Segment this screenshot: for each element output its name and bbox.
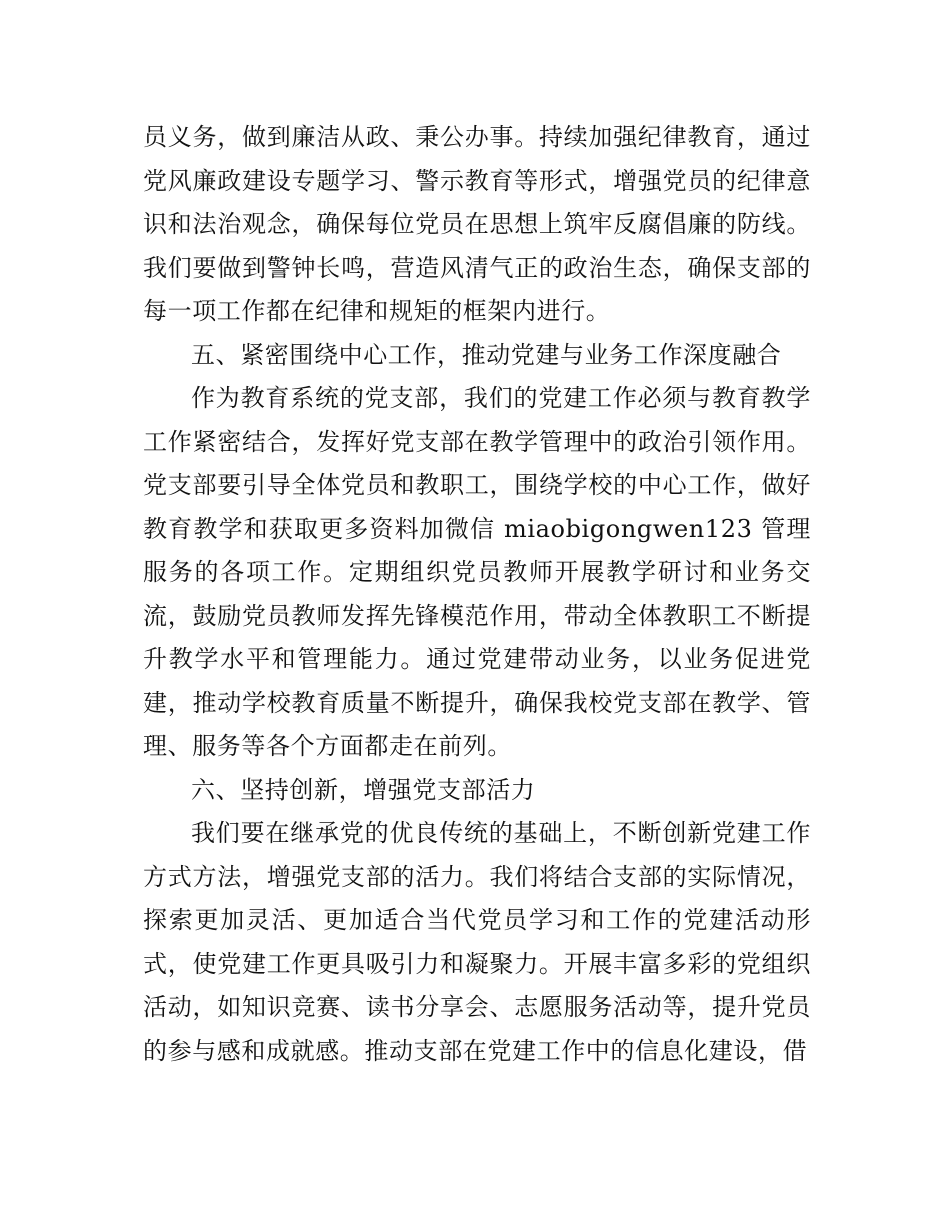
section-heading-6: 六、坚持创新，增强党支部活力 xyxy=(191,775,536,804)
paragraph-continuation: 员义务，做到廉洁从政、秉公办事。持续加强纪律教育，通过党风廉政建设专题学习、警示教育等形式，增强党员的纪律意识和法治观念，确保每位党员在思想上筑牢反腐倡廉的防线。我们要做到警钟长鸣，营造风清气正的政治生态，确保支部的每一项工作都在纪律和规矩的框架内进行。 xyxy=(143,123,811,325)
document-body xyxy=(143,116,811,1073)
section-heading-5: 五、紧密围绕中心工作，推动党建与业务工作深度融合 xyxy=(191,340,782,369)
paragraph-section-6: 我们要在继承党的优良传统的基础上，不断创新党建工作方式方法，增强党支部的活力。我们将结合支部的实际情况，探索更加灵活、更加适合当代党员学习和工作的党建活动形式，使党建工作更具吸引力和凝聚力。开展丰富多彩的党组织活动，如知识竞赛、读书分享会、志愿服务活动等，提升党员的参与感和成就感。推动支部在党建工作中的信息化建设，借 xyxy=(143,819,811,1065)
paragraph-section-5: 作为教育系统的党支部，我们的党建工作必须与教育教学工作紧密结合，发挥好党支部在教学管理中的政治引领作用。党支部要引导全体党员和教职工，围绕学校的中心工作，做好教育教学和获取更多资料加微信 miaobigongwen123 管理服务的各项工作。定期组织党员教师开展教学研讨和业务交流，鼓励党员教师发挥先锋模范作用，带动全体教职工不断提升教学水平和管理能力。通过党建带动业务，以业务促进党建，推动学校教育质量不断提升，确保我校党支部在教学、管理、服务等各个方面都走在前列。 xyxy=(143,384,812,760)
